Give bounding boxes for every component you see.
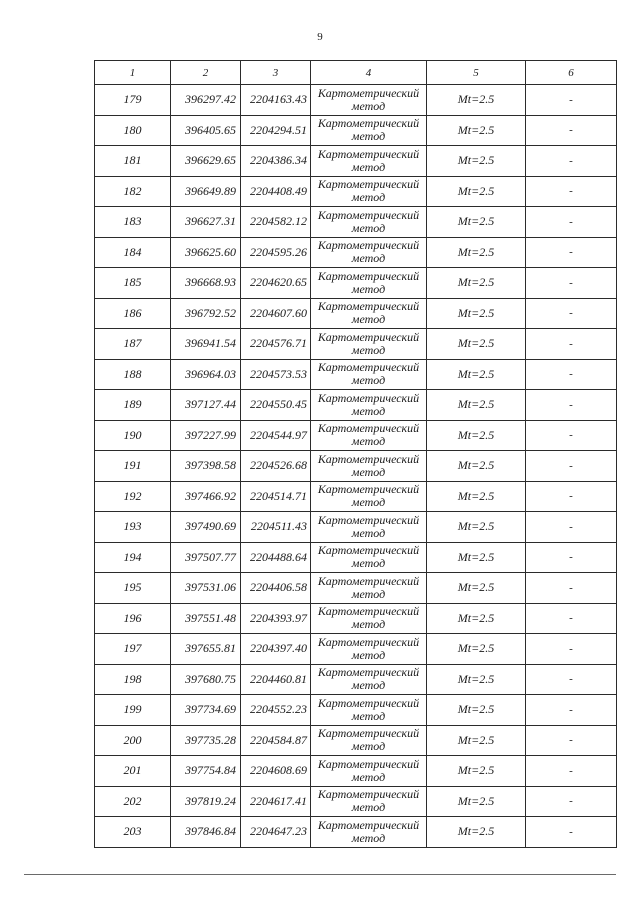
- header-cell: 6: [526, 61, 617, 85]
- method-line2: метод: [351, 251, 386, 266]
- y-coordinate-cell: 2204582.12: [241, 207, 311, 238]
- y-coordinate-cell: 2204397.40: [241, 634, 311, 665]
- method-line2: метод: [351, 708, 386, 723]
- y-coordinate-cell: 2204460.81: [241, 664, 311, 695]
- method-line1: Картометрический: [317, 299, 420, 314]
- method-cell: [311, 542, 427, 573]
- accuracy-cell: Mt=2.5: [427, 817, 526, 848]
- table-row: [95, 298, 617, 329]
- table-row: [95, 664, 617, 695]
- table-row: [95, 146, 617, 177]
- accuracy-cell: Mt=2.5: [427, 420, 526, 451]
- table-row: [95, 451, 617, 482]
- y-coordinate-cell: 2204488.64: [241, 542, 311, 573]
- method-line2: метод: [351, 525, 386, 540]
- method-line1: Картометрический: [317, 512, 420, 527]
- table-row: [95, 542, 617, 573]
- method-line2: метод: [351, 190, 386, 205]
- method-cell: [311, 634, 427, 665]
- accuracy-cell: Mt=2.5: [427, 603, 526, 634]
- table-row: [95, 603, 617, 634]
- point-number-cell: 190: [95, 420, 171, 451]
- method-cell: [311, 298, 427, 329]
- point-number-cell: 192: [95, 481, 171, 512]
- method-cell: [311, 176, 427, 207]
- note-cell: -: [526, 695, 617, 726]
- note-cell: -: [526, 420, 617, 451]
- point-number-cell: 185: [95, 268, 171, 299]
- x-coordinate-cell: 397846.84: [171, 817, 241, 848]
- x-coordinate-cell: 396792.52: [171, 298, 241, 329]
- y-coordinate-cell: 2204608.69: [241, 756, 311, 787]
- point-number-cell: 201: [95, 756, 171, 787]
- table-row: [95, 85, 617, 116]
- method-line2: метод: [351, 129, 386, 144]
- x-coordinate-cell: 397398.58: [171, 451, 241, 482]
- method-cell: [311, 512, 427, 543]
- method-line1: Картометрический: [317, 238, 420, 253]
- accuracy-cell: Mt=2.5: [427, 573, 526, 604]
- method-line2: метод: [351, 617, 386, 632]
- header-cell: 4: [311, 61, 427, 85]
- accuracy-cell: Mt=2.5: [427, 115, 526, 146]
- y-coordinate-cell: 2204607.60: [241, 298, 311, 329]
- method-line1: Картометрический: [317, 634, 420, 649]
- method-line2: метод: [351, 312, 386, 327]
- method-line2: метод: [351, 556, 386, 571]
- accuracy-cell: Mt=2.5: [427, 207, 526, 238]
- method-line1: Картометрический: [317, 665, 420, 680]
- method-cell: [311, 85, 427, 116]
- method-line1: Картометрический: [317, 360, 420, 375]
- method-line2: метод: [351, 403, 386, 418]
- method-line1: Картометрический: [317, 695, 420, 710]
- y-coordinate-cell: 2204647.23: [241, 817, 311, 848]
- point-number-cell: 189: [95, 390, 171, 421]
- point-number-cell: 200: [95, 725, 171, 756]
- method-line2: метод: [351, 342, 386, 357]
- method-line1: Картометрический: [317, 604, 420, 619]
- method-cell: [311, 725, 427, 756]
- table-row: [95, 207, 617, 238]
- x-coordinate-cell: 396625.60: [171, 237, 241, 268]
- point-number-cell: 196: [95, 603, 171, 634]
- y-coordinate-cell: 2204544.97: [241, 420, 311, 451]
- note-cell: -: [526, 329, 617, 360]
- method-line1: Картометрический: [317, 146, 420, 161]
- accuracy-cell: Mt=2.5: [427, 390, 526, 421]
- table-row: [95, 695, 617, 726]
- y-coordinate-cell: 2204514.71: [241, 481, 311, 512]
- table-row: [95, 237, 617, 268]
- x-coordinate-cell: 397531.06: [171, 573, 241, 604]
- method-line2: метод: [351, 678, 386, 693]
- method-cell: [311, 268, 427, 299]
- note-cell: -: [526, 634, 617, 665]
- x-coordinate-cell: 396405.65: [171, 115, 241, 146]
- y-coordinate-cell: 2204576.71: [241, 329, 311, 360]
- table-row: [95, 176, 617, 207]
- method-line2: метод: [351, 495, 386, 510]
- y-coordinate-cell: 2204511.43: [241, 512, 311, 543]
- x-coordinate-cell: 396649.89: [171, 176, 241, 207]
- header-cell: 5: [427, 61, 526, 85]
- point-number-cell: 179: [95, 85, 171, 116]
- note-cell: -: [526, 115, 617, 146]
- y-coordinate-cell: 2204552.23: [241, 695, 311, 726]
- table-row: [95, 756, 617, 787]
- y-coordinate-cell: 2204620.65: [241, 268, 311, 299]
- point-number-cell: 197: [95, 634, 171, 665]
- method-line2: метод: [351, 434, 386, 449]
- note-cell: -: [526, 725, 617, 756]
- x-coordinate-cell: 397819.24: [171, 786, 241, 817]
- accuracy-cell: Mt=2.5: [427, 695, 526, 726]
- x-coordinate-cell: 397655.81: [171, 634, 241, 665]
- x-coordinate-cell: 396941.54: [171, 329, 241, 360]
- method-cell: [311, 695, 427, 726]
- note-cell: -: [526, 359, 617, 390]
- page-number: 9: [317, 31, 323, 43]
- header-cell: 3: [241, 61, 311, 85]
- coordinates-table: [94, 60, 617, 848]
- table-row: [95, 573, 617, 604]
- method-line1: Картометрический: [317, 268, 420, 283]
- note-cell: -: [526, 603, 617, 634]
- method-line2: метод: [351, 647, 386, 662]
- table-row: [95, 420, 617, 451]
- point-number-cell: 180: [95, 115, 171, 146]
- method-line1: Картометрический: [317, 177, 420, 192]
- point-number-cell: 188: [95, 359, 171, 390]
- method-line1: Картометрический: [317, 726, 420, 741]
- y-coordinate-cell: 2204526.68: [241, 451, 311, 482]
- method-line2: метод: [351, 739, 386, 754]
- method-cell: [311, 207, 427, 238]
- method-line2: метод: [351, 373, 386, 388]
- point-number-cell: 198: [95, 664, 171, 695]
- method-line2: метод: [351, 464, 386, 479]
- method-line1: Картометрический: [317, 329, 420, 344]
- method-cell: [311, 786, 427, 817]
- note-cell: -: [526, 786, 617, 817]
- accuracy-cell: Mt=2.5: [427, 237, 526, 268]
- x-coordinate-cell: 397735.28: [171, 725, 241, 756]
- x-coordinate-cell: 396629.65: [171, 146, 241, 177]
- method-line1: Картометрический: [317, 817, 420, 832]
- x-coordinate-cell: 396297.42: [171, 85, 241, 116]
- method-line1: Картометрический: [317, 421, 420, 436]
- point-number-cell: 193: [95, 512, 171, 543]
- method-line2: метод: [351, 586, 386, 601]
- note-cell: -: [526, 817, 617, 848]
- method-cell: [311, 115, 427, 146]
- method-cell: [311, 390, 427, 421]
- y-coordinate-cell: 2204294.51: [241, 115, 311, 146]
- x-coordinate-cell: 397754.84: [171, 756, 241, 787]
- y-coordinate-cell: 2204550.45: [241, 390, 311, 421]
- method-line2: метод: [351, 769, 386, 784]
- table-row: [95, 634, 617, 665]
- method-cell: [311, 237, 427, 268]
- method-line1: Картометрический: [317, 756, 420, 771]
- method-line1: Картометрический: [317, 85, 420, 100]
- table-row: [95, 725, 617, 756]
- point-number-cell: 191: [95, 451, 171, 482]
- method-line2: метод: [351, 281, 386, 296]
- method-line1: Картометрический: [317, 451, 420, 466]
- point-number-cell: 183: [95, 207, 171, 238]
- note-cell: -: [526, 176, 617, 207]
- method-cell: [311, 756, 427, 787]
- y-coordinate-cell: 2204584.87: [241, 725, 311, 756]
- table-row: [95, 359, 617, 390]
- accuracy-cell: Mt=2.5: [427, 664, 526, 695]
- point-number-cell: 187: [95, 329, 171, 360]
- note-cell: -: [526, 573, 617, 604]
- x-coordinate-cell: 396964.03: [171, 359, 241, 390]
- accuracy-cell: Mt=2.5: [427, 359, 526, 390]
- note-cell: -: [526, 207, 617, 238]
- note-cell: -: [526, 542, 617, 573]
- point-number-cell: 184: [95, 237, 171, 268]
- accuracy-cell: Mt=2.5: [427, 512, 526, 543]
- accuracy-cell: Mt=2.5: [427, 634, 526, 665]
- point-number-cell: 195: [95, 573, 171, 604]
- y-coordinate-cell: 2204573.53: [241, 359, 311, 390]
- accuracy-cell: Mt=2.5: [427, 268, 526, 299]
- accuracy-cell: Mt=2.5: [427, 481, 526, 512]
- method-line1: Картометрический: [317, 207, 420, 222]
- note-cell: -: [526, 85, 617, 116]
- method-line1: Картометрический: [317, 573, 420, 588]
- method-cell: [311, 664, 427, 695]
- point-number-cell: 186: [95, 298, 171, 329]
- method-line1: Картометрический: [317, 787, 420, 802]
- y-coordinate-cell: 2204406.58: [241, 573, 311, 604]
- x-coordinate-cell: 397490.69: [171, 512, 241, 543]
- x-coordinate-cell: 397507.77: [171, 542, 241, 573]
- x-coordinate-cell: 397680.75: [171, 664, 241, 695]
- accuracy-cell: Mt=2.5: [427, 756, 526, 787]
- bottom-divider: [24, 874, 616, 875]
- accuracy-cell: Mt=2.5: [427, 85, 526, 116]
- method-line1: Картометрический: [317, 482, 420, 497]
- header-cell: 1: [95, 61, 171, 85]
- table-row: [95, 512, 617, 543]
- coordinates-table-wrapper: [94, 60, 617, 848]
- accuracy-cell: Mt=2.5: [427, 146, 526, 177]
- method-cell: [311, 420, 427, 451]
- method-cell: [311, 359, 427, 390]
- y-coordinate-cell: 2204408.49: [241, 176, 311, 207]
- note-cell: -: [526, 237, 617, 268]
- method-line1: Картометрический: [317, 543, 420, 558]
- method-line2: метод: [351, 830, 386, 845]
- point-number-cell: 182: [95, 176, 171, 207]
- x-coordinate-cell: 397227.99: [171, 420, 241, 451]
- method-cell: [311, 603, 427, 634]
- method-cell: [311, 329, 427, 360]
- method-cell: [311, 451, 427, 482]
- method-line2: метод: [351, 98, 386, 113]
- table-row: [95, 481, 617, 512]
- note-cell: -: [526, 268, 617, 299]
- method-line1: Картометрический: [317, 116, 420, 131]
- accuracy-cell: Mt=2.5: [427, 786, 526, 817]
- x-coordinate-cell: 396627.31: [171, 207, 241, 238]
- method-line2: метод: [351, 800, 386, 815]
- method-cell: [311, 817, 427, 848]
- note-cell: -: [526, 756, 617, 787]
- note-cell: -: [526, 512, 617, 543]
- table-row: [95, 329, 617, 360]
- table-body: [95, 85, 617, 848]
- accuracy-cell: Mt=2.5: [427, 176, 526, 207]
- note-cell: -: [526, 298, 617, 329]
- note-cell: -: [526, 481, 617, 512]
- accuracy-cell: Mt=2.5: [427, 298, 526, 329]
- accuracy-cell: Mt=2.5: [427, 451, 526, 482]
- header-row: [95, 61, 617, 85]
- method-cell: [311, 146, 427, 177]
- note-cell: -: [526, 390, 617, 421]
- x-coordinate-cell: 397551.48: [171, 603, 241, 634]
- method-cell: [311, 573, 427, 604]
- header-cell: 2: [171, 61, 241, 85]
- accuracy-cell: Mt=2.5: [427, 329, 526, 360]
- table-row: [95, 115, 617, 146]
- accuracy-cell: Mt=2.5: [427, 725, 526, 756]
- y-coordinate-cell: 2204393.97: [241, 603, 311, 634]
- y-coordinate-cell: 2204163.43: [241, 85, 311, 116]
- method-line2: метод: [351, 159, 386, 174]
- x-coordinate-cell: 397466.92: [171, 481, 241, 512]
- y-coordinate-cell: 2204617.41: [241, 786, 311, 817]
- x-coordinate-cell: 397734.69: [171, 695, 241, 726]
- method-line2: метод: [351, 220, 386, 235]
- point-number-cell: 199: [95, 695, 171, 726]
- table-row: [95, 390, 617, 421]
- point-number-cell: 202: [95, 786, 171, 817]
- y-coordinate-cell: 2204595.26: [241, 237, 311, 268]
- point-number-cell: 181: [95, 146, 171, 177]
- table-row: [95, 268, 617, 299]
- method-cell: [311, 481, 427, 512]
- x-coordinate-cell: 397127.44: [171, 390, 241, 421]
- note-cell: -: [526, 451, 617, 482]
- y-coordinate-cell: 2204386.34: [241, 146, 311, 177]
- method-line1: Картометрический: [317, 390, 420, 405]
- point-number-cell: 194: [95, 542, 171, 573]
- accuracy-cell: Mt=2.5: [427, 542, 526, 573]
- x-coordinate-cell: 396668.93: [171, 268, 241, 299]
- table-row: [95, 786, 617, 817]
- table-row: [95, 817, 617, 848]
- point-number-cell: 203: [95, 817, 171, 848]
- note-cell: -: [526, 664, 617, 695]
- note-cell: -: [526, 146, 617, 177]
